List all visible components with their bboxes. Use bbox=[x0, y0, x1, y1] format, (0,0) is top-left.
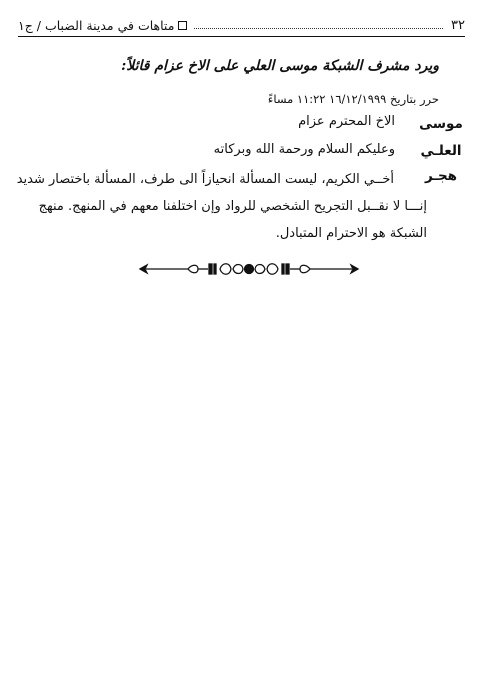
body-line-3: الشبكة هو الاحترام المتبادل. bbox=[275, 226, 427, 241]
sender-name-line-1: موسى bbox=[419, 116, 463, 132]
greeting-line: الاخ المحترم عزام bbox=[298, 114, 395, 129]
ornament-divider-icon bbox=[138, 258, 360, 280]
running-title: متاهات في مدينة الضباب / ج١ bbox=[18, 18, 175, 33]
body-line-2: إنـــا لا نقــبل التجريح الشخصي للرواد وإن اختلفنا معهم في المنهج. منهج bbox=[38, 199, 427, 214]
running-header bbox=[18, 14, 465, 37]
sender-name-line-2: العلـي bbox=[420, 143, 462, 159]
page-number: ٣٢ bbox=[451, 18, 465, 33]
leader-dots bbox=[194, 27, 443, 29]
square-bullet-icon bbox=[178, 21, 187, 30]
message-body bbox=[15, 166, 427, 247]
sender-name-line-3: هجـر bbox=[424, 168, 458, 184]
post-timestamp: حرر بتاريخ ١٦/١٢/١٩٩٩ ١١:٢٢ مساءً bbox=[267, 92, 439, 106]
salutation-line: وعليكم السلام ورحمة الله وبركاته bbox=[213, 142, 395, 157]
reply-intro: ويرد مشرف الشبكة موسى العلي على الاخ عزام قائلاً: bbox=[121, 58, 439, 74]
body-line-1: أخــي الكريم، ليست المسألة انحيازاً الى طرف، المسألة باختصار شديد bbox=[16, 172, 394, 187]
